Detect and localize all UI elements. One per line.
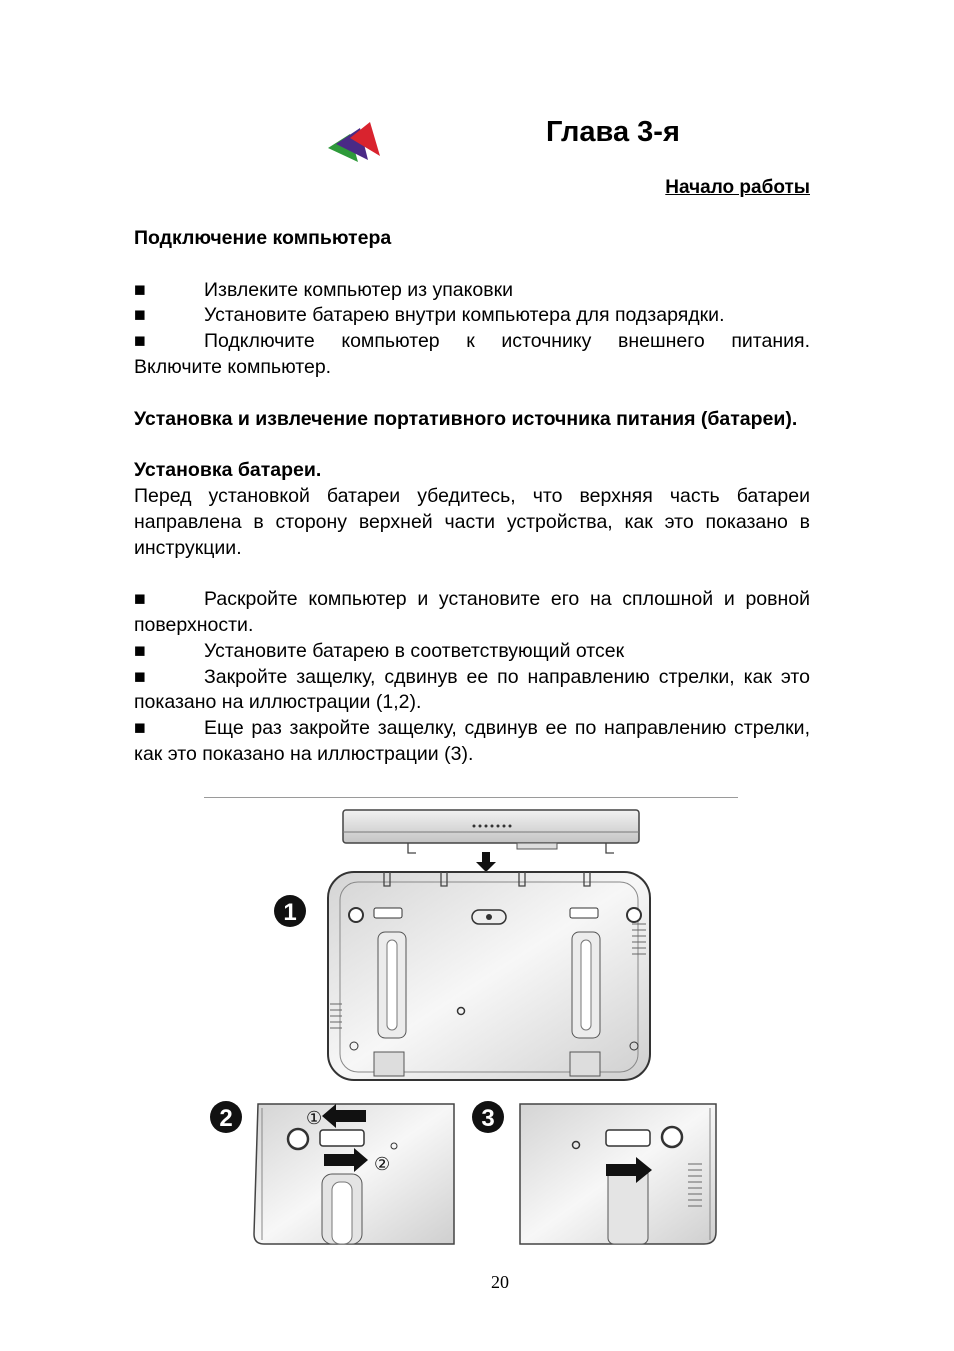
body-text — [134, 226, 810, 768]
list-item-continuation: Включите компьютер. — [134, 355, 332, 378]
bullet-icon: ■ — [134, 278, 146, 301]
list-item: ■ Раскройте компьютер и установите его на сплошной и ровной поверхности. — [134, 588, 810, 636]
page-number: 20 — [491, 1272, 509, 1292]
install-paragraph: Перед установкой батареи убедитесь, что верхняя часть батареи направлена в сторону верхней части устройства, как это показано в инструкции. — [134, 484, 810, 559]
bullet-icon: ■ — [134, 665, 146, 688]
battery-heading: Установка и извлечение портативного источника питания (батареи). — [134, 407, 798, 430]
arrow-marker-1: ① — [306, 1108, 323, 1128]
bullet-icon: ■ — [134, 304, 146, 327]
step-1-badge: 1 — [283, 899, 297, 926]
install-heading: Установка батареи. — [134, 459, 322, 482]
list-item: ■ Еще раз закройте защелку, сдвинув ее по направлению стрелки, как это показано на иллюстрации (3). — [134, 717, 810, 765]
step-2-badge: 2 — [219, 1105, 233, 1132]
latch-detail-right — [520, 1104, 716, 1244]
chapter-logo-icon — [326, 120, 382, 166]
bullet-icon: ■ — [134, 588, 146, 611]
list-item: ■ Установите батарею внутри компьютера для подзарядки. — [134, 303, 810, 329]
list-item: ■ Извлеките компьютер из упаковки — [134, 278, 810, 304]
latch-detail-left — [254, 1104, 454, 1244]
battery-installation-illustration — [204, 804, 744, 1254]
chapter-title: Глава 3-я — [546, 116, 680, 148]
bullet-icon: ■ — [134, 639, 146, 662]
bullet-icon: ■ — [134, 330, 146, 353]
step-3-badge: 3 — [481, 1105, 495, 1132]
arrow-marker-2: ② — [374, 1154, 391, 1174]
section-label: Начало работы — [665, 177, 810, 198]
list-item: ■ Установите батарею в соответствующий отсек — [134, 639, 810, 665]
list-item: ■ Закройте защелку, сдвинув ее по направлению стрелки, как это показано на иллюстрации (1,2). — [134, 665, 810, 714]
bullet-icon: ■ — [134, 717, 146, 740]
insert-arrow-icon — [476, 852, 496, 872]
divider — [204, 797, 738, 798]
connect-heading: Подключение компьютера — [134, 227, 392, 249]
battery-pack — [343, 810, 639, 853]
laptop-bottom-view — [328, 872, 650, 1080]
list-item: ■ Подключите компьютер к источнику внешнего питания. — [134, 329, 810, 355]
